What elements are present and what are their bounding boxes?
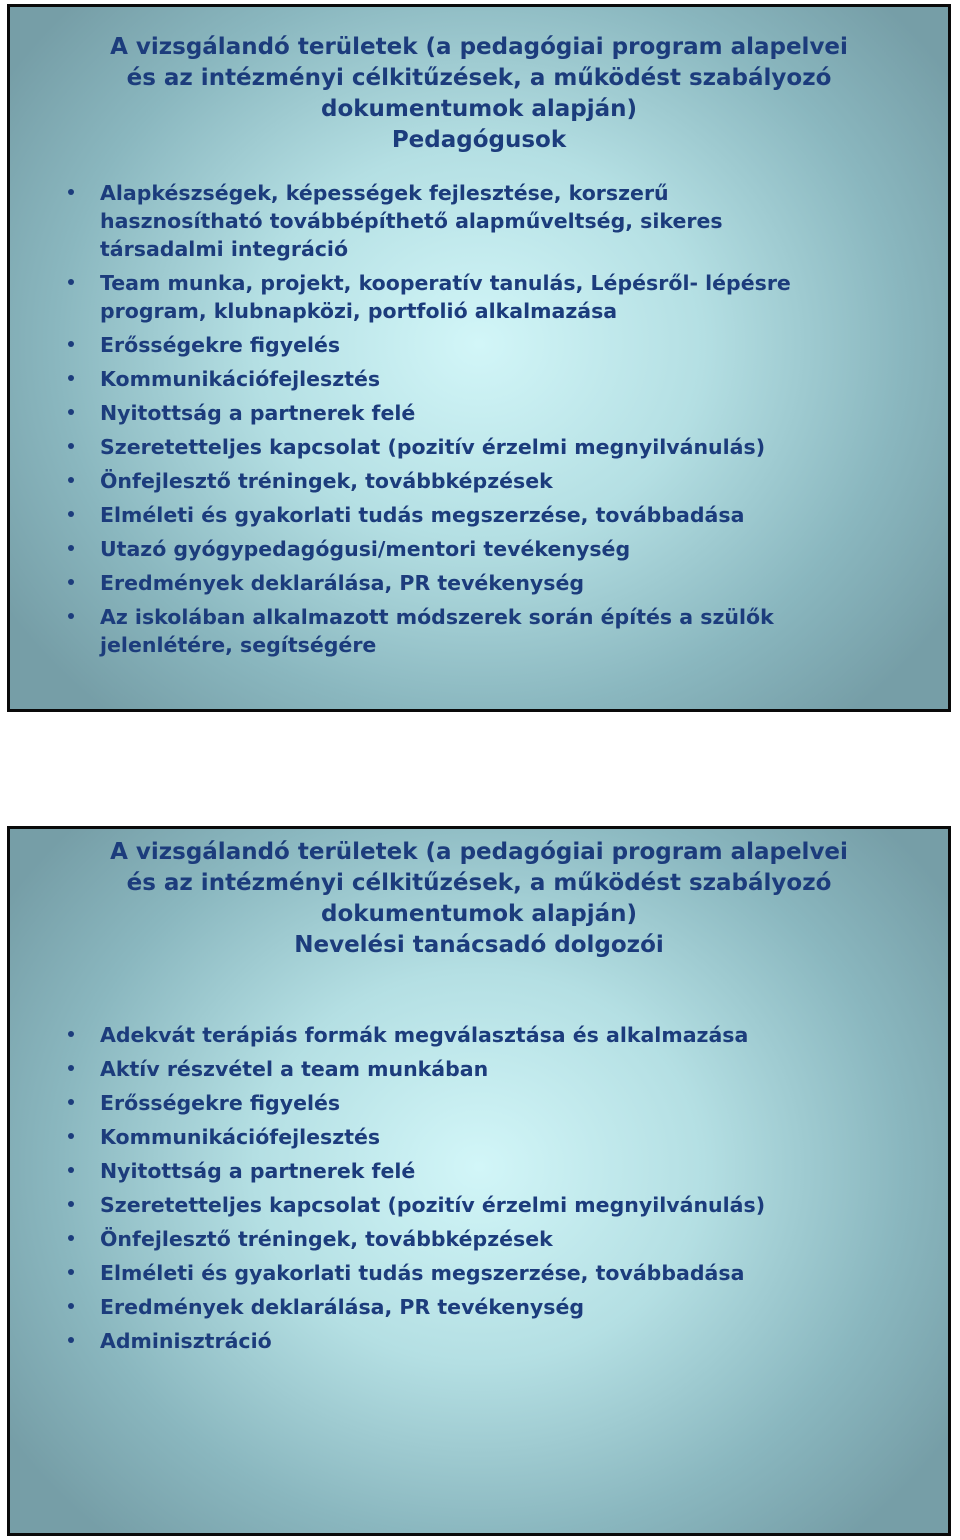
list-item: Team munka, projekt, kooperatív tanulás, Lépésről- lépésre program, klubnapközi, portfolió alkalmazása: [10, 269, 928, 325]
bullet-icon: [68, 1235, 74, 1241]
list-item: Eredmények deklarálása, PR tevékenység: [10, 569, 928, 597]
list-item: Aktív részvétel a team munkában: [10, 1055, 928, 1083]
bullet-icon: [68, 1201, 74, 1207]
bullet-icon: [68, 189, 74, 195]
title-line: és az intézményi célkitűzések, a működést szabályozó: [126, 870, 832, 896]
bullet-icon: [68, 279, 74, 285]
list-item: Kommunikációfejlesztés: [10, 1123, 928, 1151]
bullet-list: [10, 179, 928, 665]
list-item: Elméleti és gyakorlati tudás megszerzése, továbbadása: [10, 1259, 928, 1287]
list-item: Szeretetteljes kapcsolat (pozitív érzelmi megnyilvánulás): [10, 433, 928, 461]
title-line: Nevelési tanácsadó dolgozói: [294, 932, 664, 958]
bullet-icon: [68, 1167, 74, 1173]
slide-pedagogusok: [7, 4, 951, 712]
list-item: Nyitottság a partnerek felé: [10, 399, 928, 427]
list-item: Adekvát terápiás formák megválasztása és alkalmazása: [10, 1021, 928, 1049]
list-item: Erősségekre figyelés: [10, 331, 928, 359]
bullet-icon: [68, 409, 74, 415]
title-line: Pedagógusok: [391, 127, 567, 153]
bullet-icon: [68, 545, 74, 551]
list-item: Utazó gyógypedagógusi/mentori tevékenység: [10, 535, 928, 563]
bullet-icon: [68, 341, 74, 347]
title-line: dokumentumok alapján): [321, 901, 637, 927]
slide-nevelesi-tanacsado: [7, 826, 951, 1536]
slide-title: [10, 32, 948, 156]
bullet-icon: [68, 613, 74, 619]
bullet-icon: [68, 375, 74, 381]
bullet-icon: [68, 443, 74, 449]
list-item: Erősségekre figyelés: [10, 1089, 928, 1117]
list-item: Önfejlesztő tréningek, továbbképzések: [10, 467, 928, 495]
title-line: dokumentumok alapján): [321, 96, 637, 122]
bullet-icon: [68, 579, 74, 585]
list-item: Adminisztráció: [10, 1327, 928, 1355]
list-item: Eredmények deklarálása, PR tevékenység: [10, 1293, 928, 1321]
bullet-icon: [68, 1031, 74, 1037]
list-item: Kommunikációfejlesztés: [10, 365, 928, 393]
bullet-icon: [68, 477, 74, 483]
bullet-icon: [68, 1065, 74, 1071]
list-item: Önfejlesztő tréningek, továbbképzések: [10, 1225, 928, 1253]
title-line: A vizsgálandó területek (a pedagógiai program alapelvei: [110, 839, 848, 865]
list-item: Elméleti és gyakorlati tudás megszerzése, továbbadása: [10, 501, 928, 529]
list-item: Nyitottság a partnerek felé: [10, 1157, 928, 1185]
bullet-list: [10, 1021, 928, 1361]
bullet-icon: [68, 1269, 74, 1275]
bullet-icon: [68, 1133, 74, 1139]
list-item: Az iskolában alkalmazott módszerek során építés a szülők jelenlétére, segítségére: [10, 603, 928, 659]
bullet-icon: [68, 511, 74, 517]
bullet-icon: [68, 1337, 74, 1343]
title-line: és az intézményi célkitűzések, a működést szabályozó: [126, 65, 832, 91]
title-line: A vizsgálandó területek (a pedagógiai program alapelvei: [110, 34, 848, 60]
bullet-icon: [68, 1303, 74, 1309]
list-item: Alapkészségek, képességek fejlesztése, korszerű hasznosítható továbbépíthető alapműveltség, sikeres társadalmi integráció: [10, 179, 928, 263]
list-item: Szeretetteljes kapcsolat (pozitív érzelmi megnyilvánulás): [10, 1191, 928, 1219]
slide-title: [10, 837, 948, 961]
bullet-icon: [68, 1099, 74, 1105]
